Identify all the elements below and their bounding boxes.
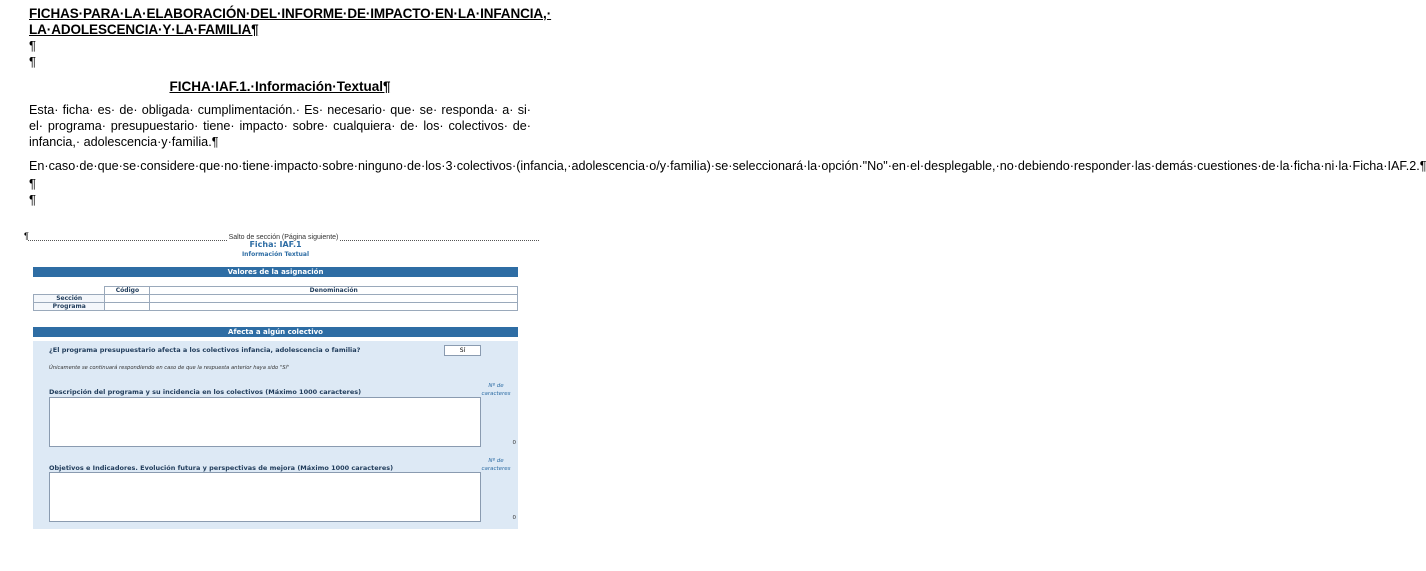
pilcrow: ¶: [29, 176, 36, 191]
objectives-textarea[interactable]: [49, 472, 481, 522]
programa-codigo-cell[interactable]: [105, 303, 150, 311]
paragraph-2: En·caso·de·que·se·considere·que·no·tiene·impacto·sobre·ninguno·de·los·3·colectivos·(infancia,·adolescencia·o/y·familia)·se·seleccionará·la·opción·"No"·en·el·desplegable,·no·debiendo·responder·las·demás·cuestiones·de·la·ficha·ni·la·Ficha·IAF.2.¶: [29, 159, 1426, 173]
field-1-label: Descripción del programa y su incidencia en los colectivos (Máximo 1000 caracteres): [49, 388, 362, 396]
row-label-seccion: Sección: [34, 295, 105, 303]
afecta-panel: [33, 341, 518, 529]
char-count-label-1: Nº de caracteres: [481, 383, 511, 397]
programa-denominacion-cell[interactable]: [150, 303, 518, 311]
document-heading: [29, 6, 552, 38]
ficha-title: FICHA·IAF.1.·Información·Textual¶: [169, 79, 391, 94]
document-body: [29, 0, 1426, 208]
embedded-form: [33, 240, 518, 529]
heading-line-1: FICHAS·PARA·LA·ELABORACIÓN·DEL·INFORME·DE·IMPACTO·EN·LA·INFANCIA,·: [29, 6, 552, 21]
col-header-codigo: Código: [105, 287, 150, 295]
heading-line-2: LA·ADOLESCENCIA·Y·LA·FAMILIA¶: [29, 22, 259, 37]
pilcrow: ¶: [29, 54, 36, 69]
section-break-label: Salto de sección (Página siguiente): [228, 234, 339, 241]
valores-table: [33, 286, 518, 311]
char-count-2: 0: [512, 515, 516, 521]
form-subtitle: Información Textual: [241, 251, 310, 258]
char-count-label-2: Nº de caracteres: [481, 458, 511, 472]
description-textarea[interactable]: [49, 397, 481, 447]
impact-note: Únicamente se continuará respondiendo en caso de que la respuesta anterior haya sido "Sí": [49, 365, 290, 371]
valores-bar: Valores de la asignación: [33, 267, 518, 277]
paragraph-1: Esta· ficha· es· de· obligada· cumplimentación.· Es· necesario· que· se· responda· a· si· el· programa· presupuestario· tiene· impacto· sobre· cualquiera· de· los· colectivos· de· infancia,· adolescencia·y·familia.¶: [29, 103, 531, 149]
pilcrow: ¶: [29, 192, 36, 207]
impact-answer-select[interactable]: Sí: [444, 345, 481, 356]
form-title: Ficha: IAF.1: [249, 240, 302, 249]
afecta-bar: Afecta a algún colectivo: [33, 327, 518, 337]
field-2-label: Objetivos e Indicadores. Evolución futura y perspectivas de mejora (Máximo 1000 caracteres): [49, 464, 394, 472]
row-label-programa: Programa: [34, 303, 105, 311]
seccion-denominacion-cell[interactable]: [150, 295, 518, 303]
pilcrow: ¶: [29, 38, 36, 53]
char-count-1: 0: [512, 440, 516, 446]
col-header-denominacion: Denominación: [150, 287, 518, 295]
impact-question: ¿El programa presupuestario afecta a los colectivos infancia, adolescencia o familia?: [49, 346, 361, 354]
pilcrow: ¶: [24, 231, 29, 241]
seccion-codigo-cell[interactable]: [105, 295, 150, 303]
